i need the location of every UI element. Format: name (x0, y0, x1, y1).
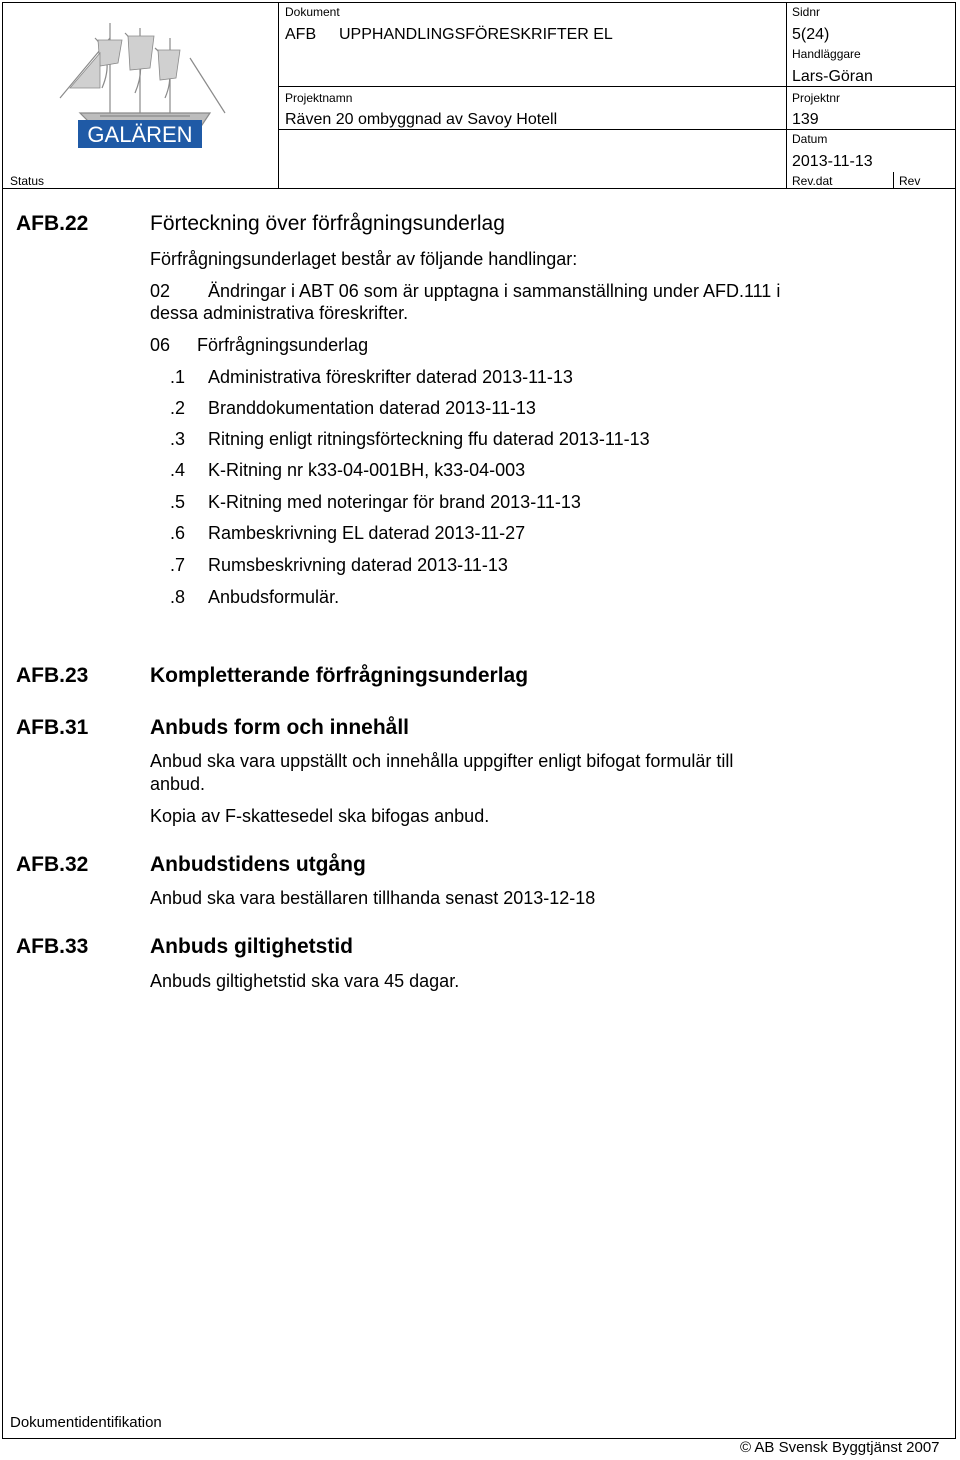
subitem-3-text: Ritning enligt ritningsförteckning ffu daterad 2013-11-13 (208, 429, 650, 449)
header-row-line-2 (278, 129, 956, 130)
subitem-7-number: .7 (170, 555, 186, 575)
projektnr-value: 139 (792, 111, 819, 128)
item-02-text-line2: dessa administrativa föreskrifter. (150, 303, 409, 323)
copyright (740, 1439, 940, 1456)
header-divider-right (786, 2, 787, 189)
dokument-title: UPPHANDLINGSFÖRESKRIFTER EL (339, 26, 613, 43)
subitem-8-number: .8 (170, 587, 186, 607)
section-title-afb32: Anbudstidens utgång (150, 853, 366, 876)
section-title-afb33: Anbuds giltighetstid (150, 935, 353, 958)
doc-id-label: Dokumentidentifikation (10, 1414, 162, 1431)
subitem-2-number: .2 (170, 398, 186, 418)
dokument-label: Dokument (285, 5, 340, 19)
afb32-text: Anbud ska vara beställaren tillhanda senast 2013-12-18 (150, 888, 596, 908)
afb31-line2: anbud. (150, 774, 206, 794)
projektnamn-value: Räven 20 ombyggnad av Savoy Hotell (285, 111, 558, 128)
subitem-8-text: Anbudsformulär. (208, 587, 340, 607)
sidnr-label: Sidnr (792, 5, 821, 19)
item-02-text-line1: Ändringar i ABT 06 som är upptagna i sammanställning under AFD.111 i (208, 281, 781, 301)
subitem-5-number: .5 (170, 492, 186, 512)
afb22-intro: Förfrågningsunderlaget består av följande handlingar: (150, 249, 578, 269)
section-title-afb23: Kompletterande förfrågningsunderlag (150, 664, 529, 687)
dokument-code: AFB (285, 26, 317, 43)
ship-icon (40, 18, 240, 158)
header-row-line-1 (278, 86, 956, 87)
subitem-2-text: Branddokumentation daterad 2013-11-13 (208, 398, 536, 418)
revdat-label: Rev.dat (792, 174, 833, 188)
handlaggare-value: Lars-Göran (792, 68, 873, 85)
projektnamn-label: Projektnamn (285, 91, 353, 105)
item-06-number: 06 (150, 335, 171, 355)
copyright-text: AB Svensk Byggtjänst 2007 (754, 1439, 940, 1456)
handlaggare-label: Handläggare (792, 47, 861, 61)
logo-text: GALÄREN (87, 122, 193, 147)
subitem-1-number: .1 (170, 367, 186, 387)
afb31-line1: Anbud ska vara uppställt och innehålla uppgifter enligt bifogat formulär till (150, 751, 734, 771)
subitem-5-text: K-Ritning med noteringar för brand 2013-11-13 (208, 492, 581, 512)
section-title-afb31: Anbuds form och innehåll (150, 716, 410, 739)
section-number-afb23: AFB.23 (16, 664, 89, 687)
sidnr-value: 5(24) (792, 26, 830, 43)
projektnr-label: Projektnr (792, 91, 841, 105)
rev-label: Rev (899, 174, 921, 188)
item-06-text: Förfrågningsunderlag (197, 335, 369, 355)
header-divider-left (278, 2, 279, 189)
section-number-afb22: AFB.22 (16, 212, 89, 235)
subitem-1-text: Administrativa föreskrifter daterad 2013-11-13 (208, 367, 573, 387)
afb31-line3: Kopia av F-skattesedel ska bifogas anbud. (150, 806, 490, 826)
subitem-7-text: Rumsbeskrivning daterad 2013-11-13 (208, 555, 508, 575)
subitem-6-number: .6 (170, 523, 186, 543)
copyright-symbol: © (740, 1439, 752, 1456)
section-title-afb22: Förteckning över förfrågningsunderlag (150, 212, 505, 235)
subitem-4-number: .4 (170, 460, 186, 480)
status-label: Status (10, 174, 45, 188)
subitem-3-number: .3 (170, 429, 186, 449)
section-number-afb32: AFB.32 (16, 853, 89, 876)
afb33-text: Anbuds giltighetstid ska vara 45 dagar. (150, 971, 460, 991)
subitem-4-text: K-Ritning nr k33-04-001BH, k33-04-003 (208, 460, 526, 480)
section-number-afb33: AFB.33 (16, 935, 89, 958)
datum-value: 2013-11-13 (792, 153, 873, 170)
datum-label: Datum (792, 132, 828, 146)
header-divider-rev (893, 172, 894, 189)
item-02-number: 02 (150, 281, 171, 301)
header-bottom-line (2, 188, 956, 189)
section-number-afb31: AFB.31 (16, 716, 89, 739)
galaren-logo (40, 18, 240, 158)
subitem-6-text: Rambeskrivning EL daterad 2013-11-27 (208, 523, 526, 543)
